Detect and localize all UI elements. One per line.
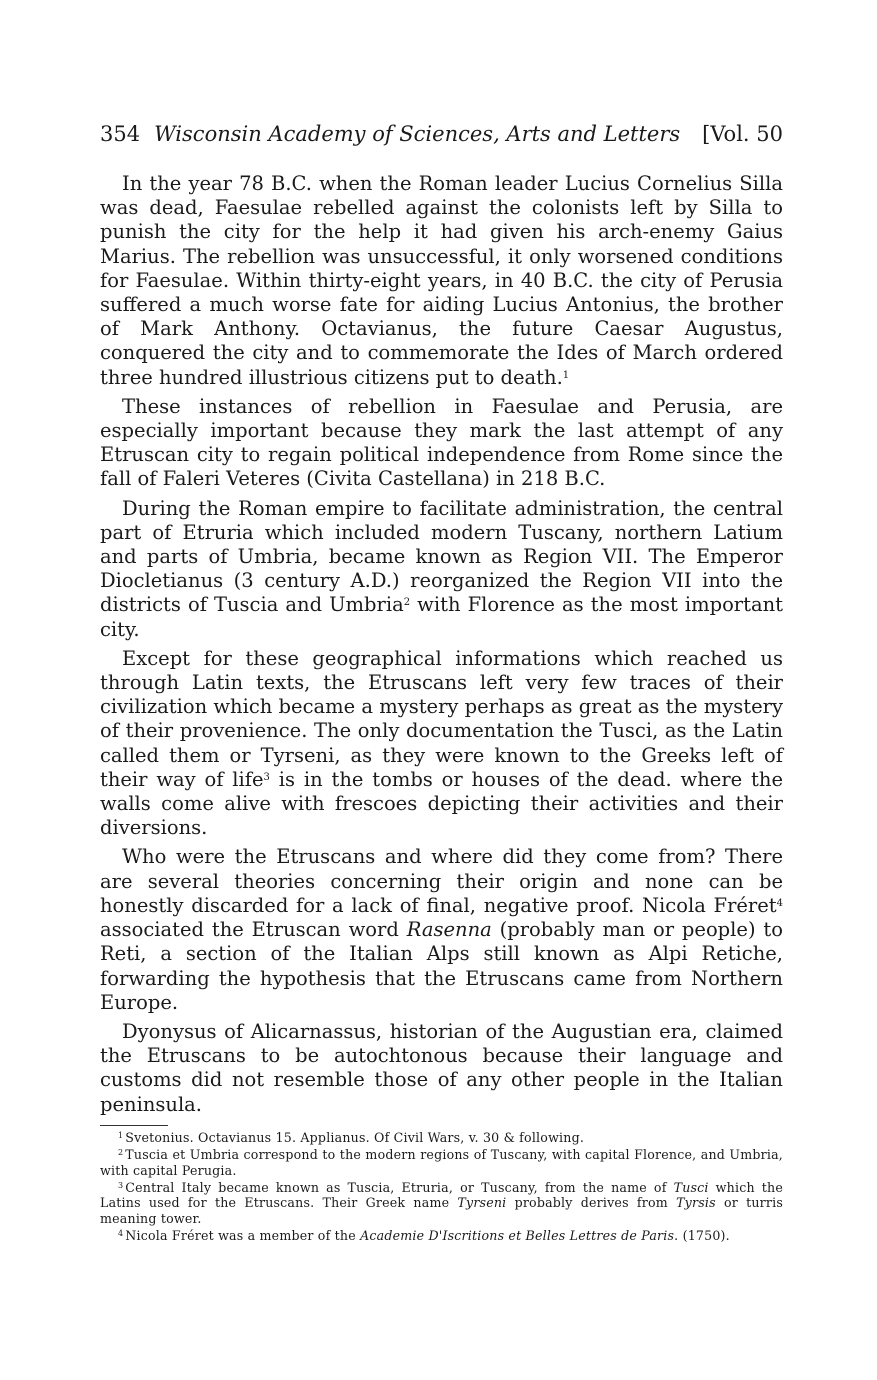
footnote-text: probably derives from [506, 1195, 677, 1211]
paragraph-text: During the Roman empire to facilitate administration, the central part of Etruria which included modern Tuscany, northern Latium and parts of Umbria, became known as Region VII. The Emperor Diocletianus (3 century A.D.) reorganized the Region VII into the districts of Tuscia and Umbria [100, 496, 783, 617]
paragraph-text: is in the tombs or houses of the dead. where the walls come alive with frescoes depicting their activities and their diversions. [100, 767, 783, 840]
italic-term: Tusci [673, 1179, 709, 1195]
volume-label: [Vol. 50 [702, 122, 783, 146]
footnotes [100, 1130, 783, 1244]
footnote-text: or turris meaning tower. [100, 1195, 783, 1226]
footnote-ref: 4 [776, 897, 783, 909]
paragraph [100, 1020, 783, 1117]
footnote-text: Tuscia et Umbria correspond to the modern regions of Tuscany, with capital Florence, and Umbria, with capital Perugia. [100, 1147, 783, 1178]
paragraph [100, 845, 783, 1014]
italic-term: Academie D'Iscritions et Belles Lettres de Paris. [360, 1228, 679, 1244]
paragraph [100, 395, 783, 492]
footnote-marker: 3 [118, 1180, 124, 1190]
footnote-marker: 4 [118, 1229, 124, 1239]
paragraph-text: These instances of rebellion in Faesulae and Perusia, are especially important because they mark the last attempt of any Etruscan city to regain political independence from Rome since the fall of Faleri Veteres (Civita Castellana) in 218 B.C. [100, 394, 783, 491]
footnote [100, 1130, 783, 1145]
footnote-marker: 2 [118, 1148, 124, 1158]
paragraph [100, 172, 783, 390]
paragraph-text: Who were the Etruscans and where did they come from? There are several theories concerning their origin and none can be honestly discarded for a lack of final, negative proof. Nicola Fréret [100, 845, 783, 917]
body-text [100, 172, 783, 1117]
document-page [100, 120, 783, 1246]
footnote-ref: 2 [403, 597, 411, 609]
paragraph-text: with Florence as the most important city. [100, 593, 783, 641]
footnote-ref: 1 [562, 369, 570, 381]
paragraph-text: Dyonysus of Alicarnassus, historian of the Augustian era, claimed the Etruscans to be autochtonous because their language and customs did not resemble those of any other people in the Italian peninsula. [100, 1019, 783, 1116]
journal-title: Wisconsin Academy of Sciences, Arts and Letters [154, 122, 681, 146]
paragraph-text: associated the Etruscan word [100, 918, 407, 942]
footnote [100, 1180, 783, 1226]
footnote-divider [100, 1125, 168, 1126]
page-number: 354 [100, 122, 141, 146]
italic-term: Rasenna [406, 918, 492, 942]
italic-term: Tyrsis [676, 1195, 716, 1211]
paragraph-text: In the year 78 B.C. when the Roman leader Lucius Cornelius Silla was dead, Faesulae rebelled against the colonists left by Silla to punish the city for the help it had given his arch-enemy Gaius Marius. The rebellion was unsuccessful, it only worsened conditions for Faesulae. Within thirty-eight years, in 40 B.C. the city of Perusia suffered a much worse fate for aiding Lucius Antonius, the brother of Mark Anthony. Octavianus, the future Caesar Augustus, conquered the city and to commemorate the Ides of March ordered three hundred illustrious citizens put to death. [100, 172, 783, 389]
footnote-text: Central Italy became known as Tuscia, Etruria, or Tuscany, from the name of [125, 1179, 674, 1195]
running-header [100, 120, 783, 148]
paragraph-text: (probably man or people) to Reti, a section of the Italian Alps still known as Alpi Retiche, forwarding the hypothesis that the Etruscans came from Northern Europe. [100, 918, 783, 1014]
footnote [100, 1147, 783, 1178]
paragraph [100, 497, 783, 642]
footnote-text: Svetonius. Octavianus 15. Applianus. Of Civil Wars, v. 30 & following. [125, 1129, 585, 1145]
footnote-text: which the Latins used for the Etruscans. Their Greek name [100, 1179, 783, 1211]
paragraph-text: Except for these geographical informations which reached us through Latin texts, the Etruscans left very few traces of their civilization which became a mystery perhaps as great as the mystery of their provenience. The only documentation the Tusci, as the Latin called them or Tyrseni, as they were known to the Greeks left of their way of life [100, 646, 783, 791]
footnote [100, 1228, 783, 1243]
footnote-text: Nicola Fréret was a member of the [125, 1228, 361, 1244]
footnote-ref: 3 [263, 771, 270, 783]
footnote-marker: 1 [118, 1130, 124, 1140]
footnote-text: (1750). [678, 1228, 730, 1244]
italic-term: Tyrseni [457, 1195, 507, 1211]
paragraph [100, 647, 783, 841]
